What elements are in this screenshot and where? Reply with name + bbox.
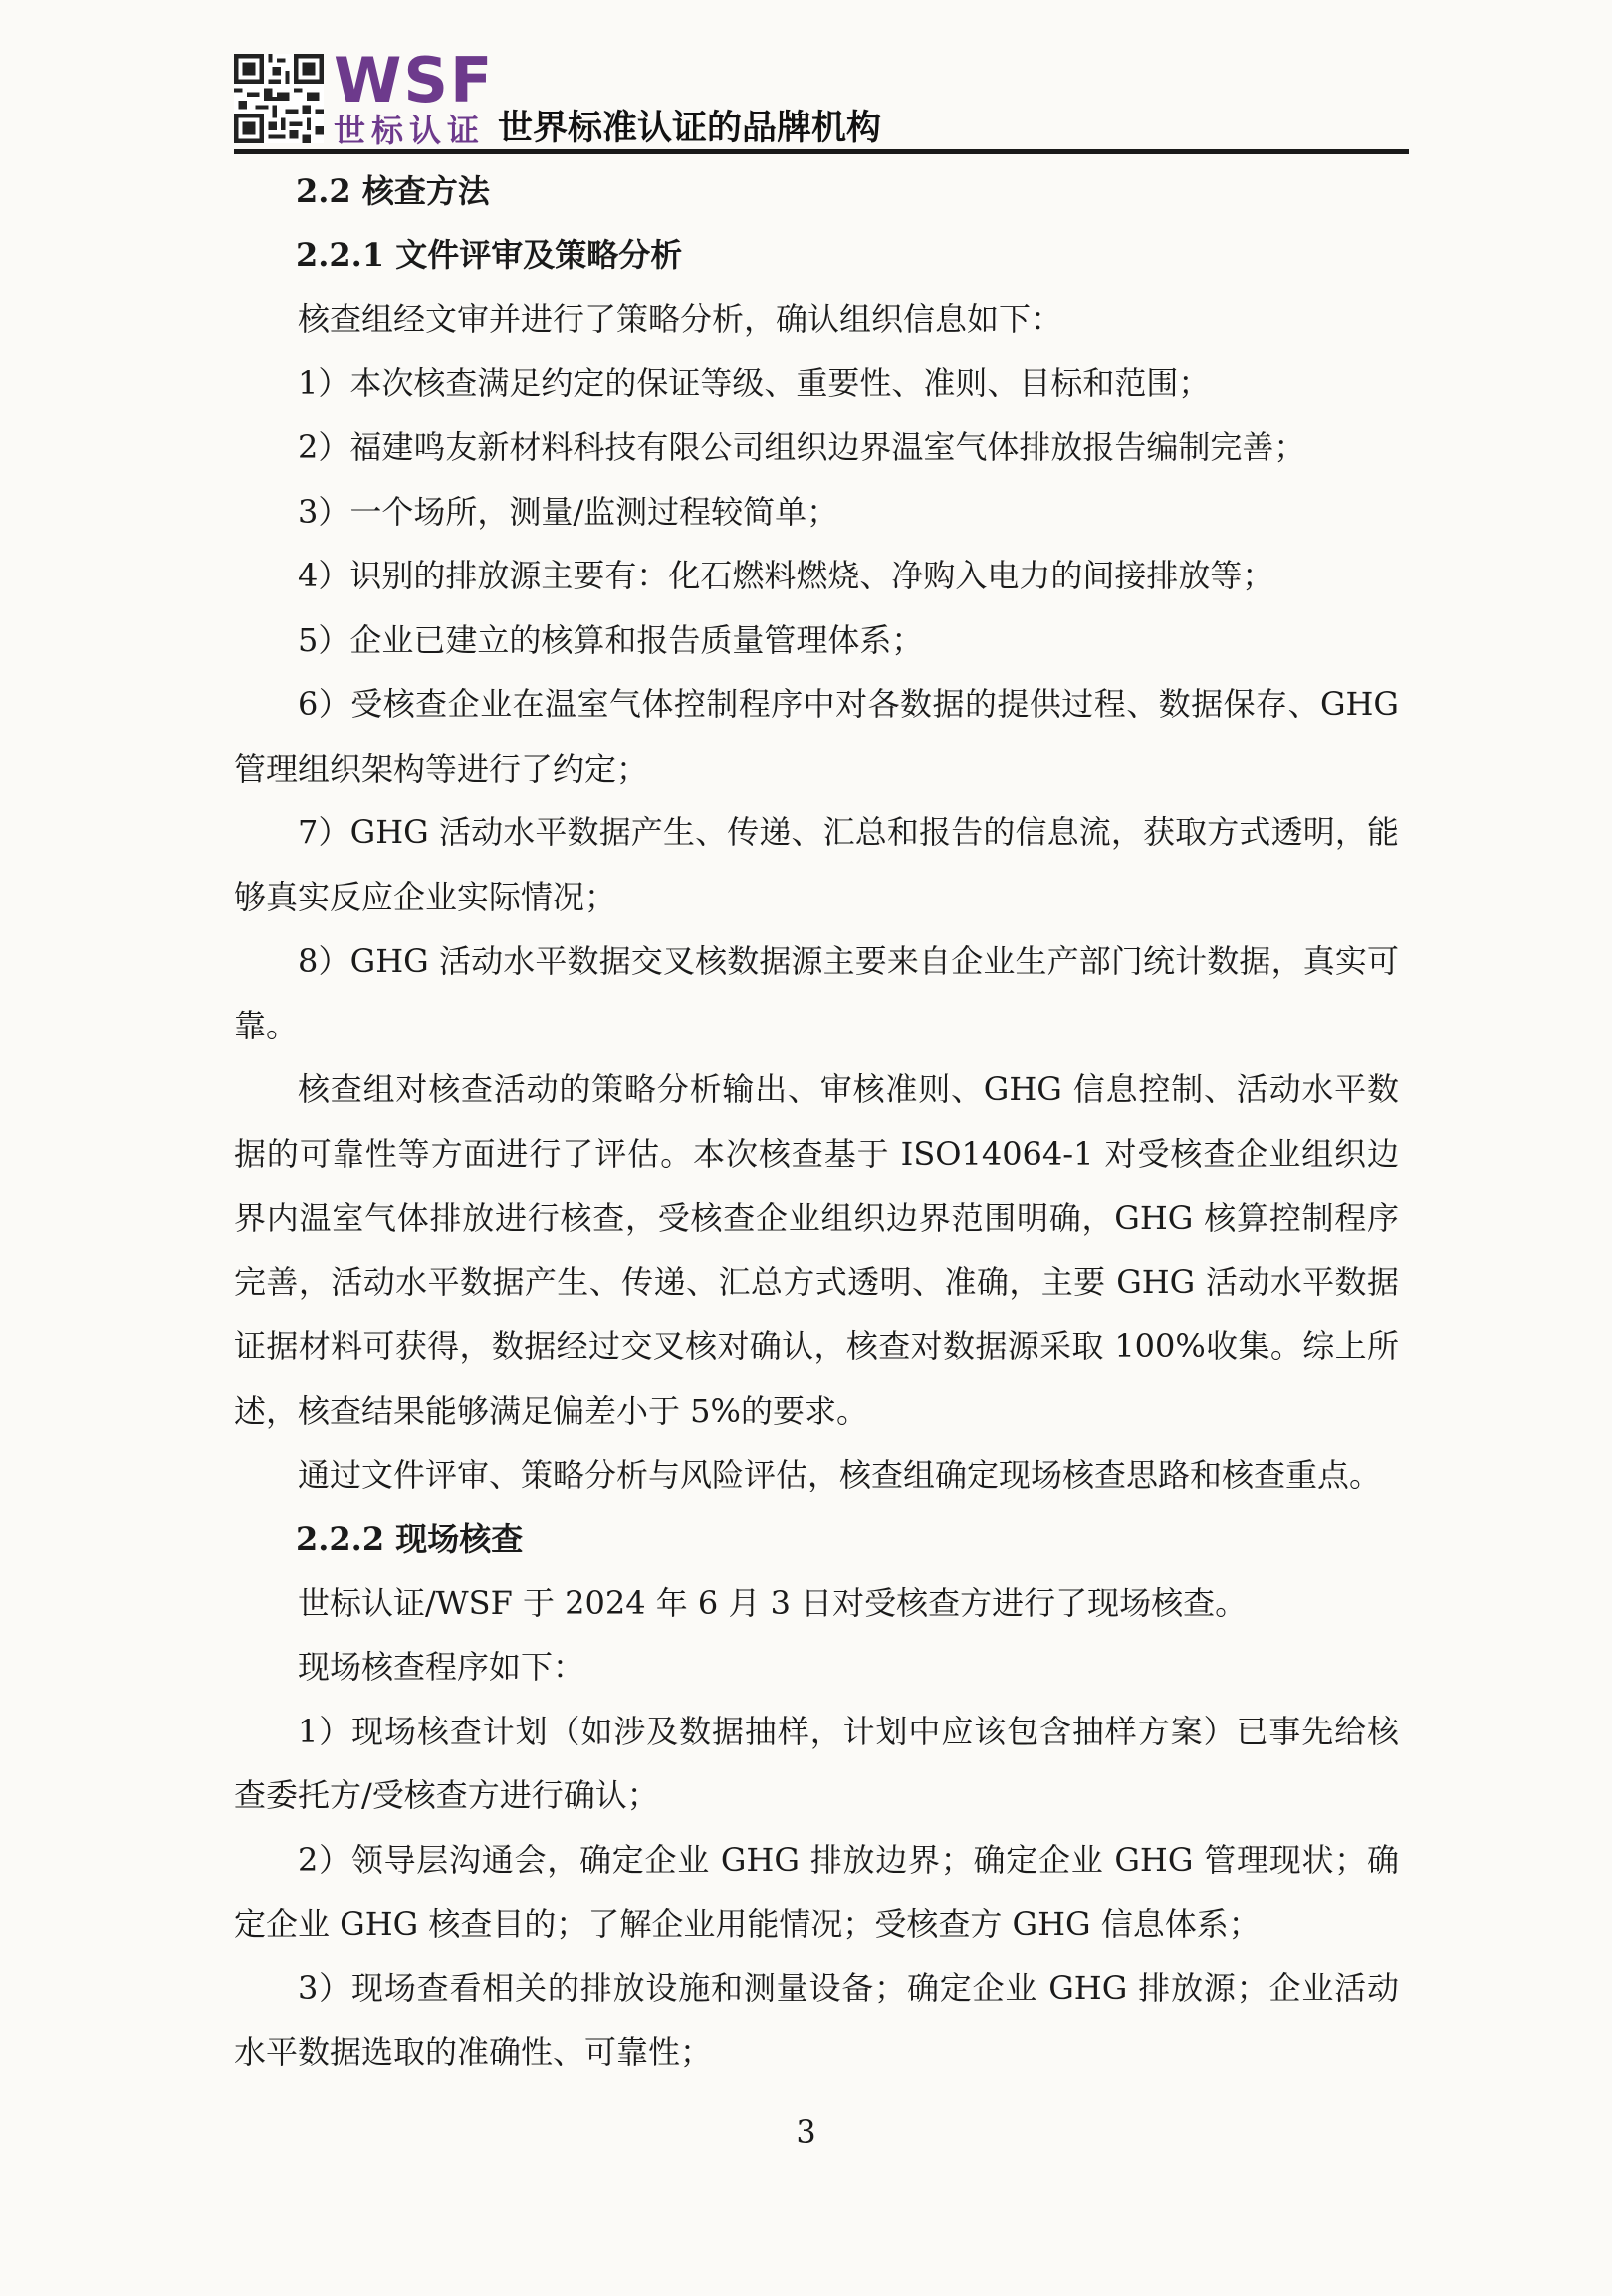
paragraph: 通过文件评审、策略分析与风险评估，核查组确定现场核查思路和核查重点。 — [298, 1456, 1382, 1493]
brand-name: 世标认证 — [334, 112, 486, 149]
page-number: 3 — [796, 2113, 816, 2151]
list-item: 1）现场核查计划（如涉及数据抽样，计划中应该包含抽样方案）已事先给核查委托方/受核查方进行确认； — [234, 1712, 1399, 1814]
list-item: 4）识别的排放源主要有：化石燃料燃烧、净购入电力的间接排放等； — [298, 557, 1274, 594]
document-body — [234, 159, 1399, 2085]
list-item: 2）领导层沟通会，确定企业 GHG 排放边界；确定企业 GHG 管理现状；确定企业 GHG 核查目的；了解企业用能情况；受核查方 GHG 信息体系； — [234, 1840, 1399, 1943]
section-heading: 2.2 核查方法 — [296, 172, 490, 210]
list-item: 8）GHG 活动水平数据交叉核数据源主要来自企业生产部门统计数据，真实可靠。 — [234, 942, 1399, 1044]
list-item: 6）受核查企业在温室气体控制程序中对各数据的提供过程、数据保存、GHG管理组织架构等进行了约定； — [234, 685, 1399, 788]
paragraph: 现场核查程序如下： — [298, 1648, 585, 1686]
paragraph: 世标认证/WSF 于 2024 年 6 月 3 日对受核查方进行了现场核查。 — [298, 1583, 1248, 1622]
list-item: 3）一个场所，测量/监测过程较简单； — [298, 492, 839, 531]
page-header — [234, 44, 1409, 154]
qr-code-icon — [234, 54, 324, 143]
paragraph: 核查组对核查活动的策略分析输出、审核准则、GHG 信息控制、活动水平数据的可靠性等方面进行了评估。本次核查基于 ISO14064-1 对受核查企业组织边界内温室气体排放进行核查，受核查企业组织边界范围明确，GHG 核算控制程序完善，活动水平数据产生、传递、汇总方式透明、准确，主要 GHG 活动水平数据证据材料可获得，数据经过交叉核对确认，核查对数据源采取 100%收集。综上所述，核查结果能够满足偏差小于 5%的要求。 — [234, 1070, 1399, 1430]
list-item: 1）本次核查满足约定的保证等级、重要性、准则、目标和范围； — [298, 363, 1211, 402]
list-item: 5）企业已建立的核算和报告质量管理体系； — [298, 620, 924, 659]
list-item: 2）福建鸣友新材料科技有限公司组织边界温室气体排放报告编制完善； — [298, 428, 1306, 466]
paragraph: 核查组经文审并进行了策略分析，确认组织信息如下： — [298, 300, 1063, 338]
brand-tagline: 世界标准认证的品牌机构 — [498, 109, 882, 148]
list-item: 3）现场查看相关的排放设施和测量设备；确定企业 GHG 排放源；企业活动水平数据选取的准确性、可靠性； — [234, 1968, 1399, 2071]
list-item: 7）GHG 活动水平数据产生、传递、汇总和报告的信息流，获取方式透明，能够真实反应企业实际情况； — [234, 813, 1399, 916]
brand-logo: WSF — [334, 44, 495, 116]
header-rule — [234, 149, 1409, 154]
subsection-heading: 2.2.2 现场核查 — [296, 1519, 524, 1558]
subsection-heading: 2.2.1 文件评审及策略分析 — [296, 236, 683, 274]
